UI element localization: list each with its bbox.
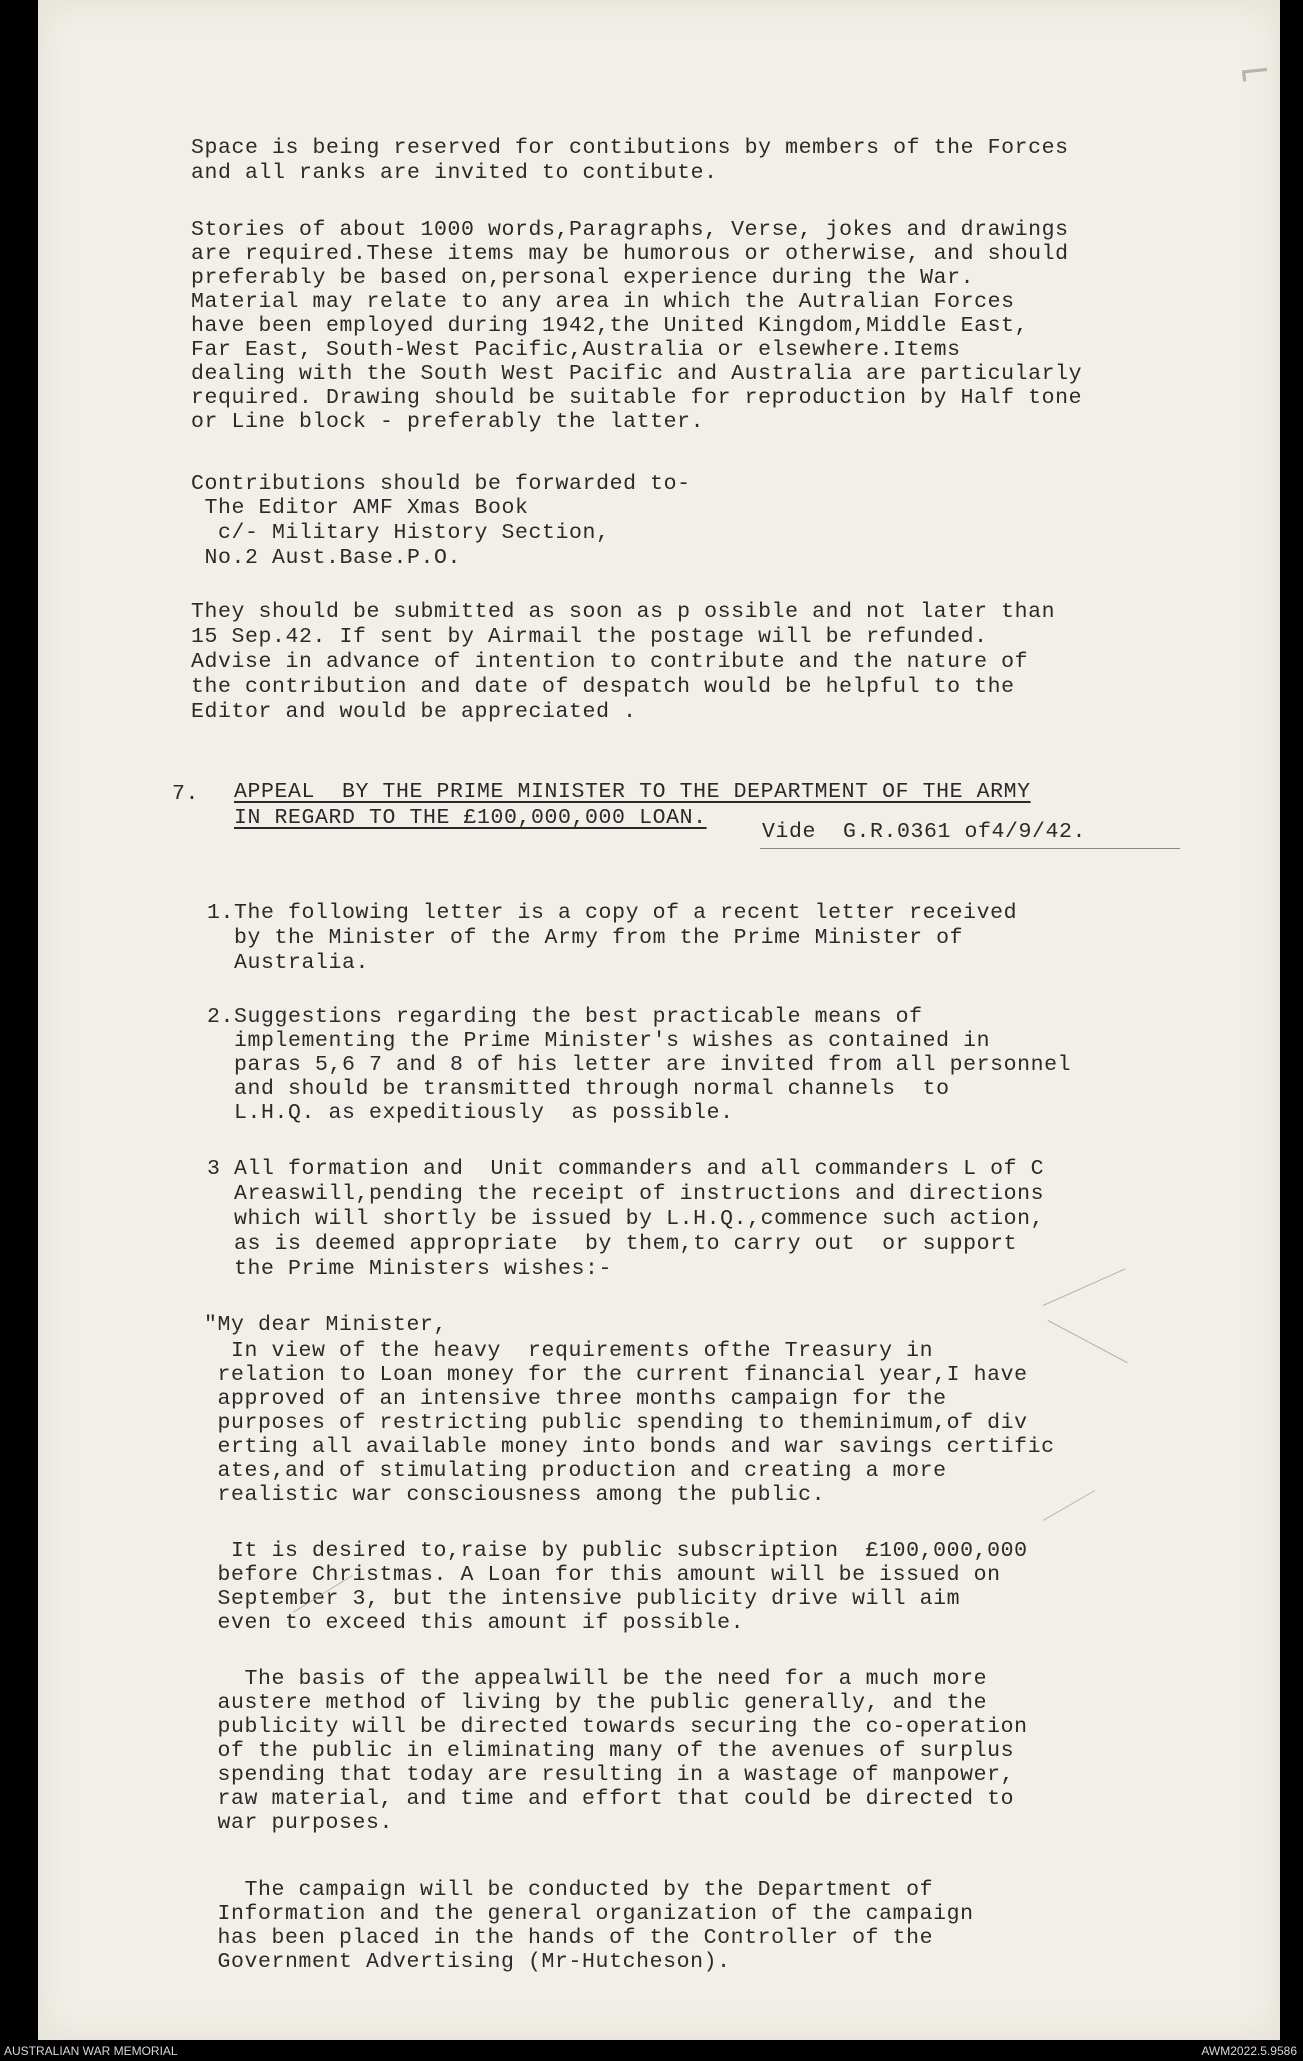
pencil-annotation: ⌐ — [1235, 48, 1274, 98]
letter-para-1-line: purposes of restricting public spending to theminimum,of div — [204, 1411, 1028, 1435]
section-reference: Vide G.R.0361 of4/9/42. — [762, 820, 1087, 844]
letter-para-1-line: erting all available money into bonds and war savings certific — [204, 1435, 1055, 1459]
letter-para-1-line: realistic war consciousness among the public. — [204, 1483, 826, 1507]
item-2-line: implementing the Prime Minister's wishes as contained in — [207, 1029, 991, 1053]
stories-line: or Line block - preferably the latter. — [191, 410, 705, 434]
letter-para-1-line: approved of an intensive three months campaign for the — [204, 1387, 947, 1411]
letter-para-1-line: relation to Loan money for the current financial year,I have — [204, 1363, 1028, 1387]
section-number: 7. — [172, 782, 200, 806]
item-1-line: 1.The following letter is a copy of a recent letter received — [207, 901, 1018, 925]
item-3-line: which will shortly be issued by L.H.Q.,commence such action, — [207, 1207, 1045, 1231]
stories-line: Far East, South-West Pacific,Australia or elsewhere.Items — [191, 338, 961, 362]
letter-para-1-line: ates,and of stimulating production and creating a more — [204, 1459, 947, 1483]
section-heading-line: IN REGARD TO THE £100,000,000 LOAN. — [234, 806, 707, 830]
letter-para-2-line: It is desired to,raise by public subscription £100,000,000 — [204, 1539, 1028, 1563]
letter-para-3-line: war purposes. — [204, 1811, 394, 1835]
deadline-line: the contribution and date of despatch would be helpful to the — [191, 675, 1015, 699]
letter-para-4-line: has been placed in the hands of the Controller of the — [204, 1926, 934, 1950]
letter-para-2-line: even to exceed this amount if possible. — [204, 1611, 745, 1635]
document-page — [38, 0, 1280, 2040]
pencil-stroke — [1043, 1490, 1095, 1521]
item-3-line: Areaswill,pending the receipt of instructions and directions — [207, 1182, 1045, 1206]
address-line: Contributions should be forwarded to- — [191, 472, 691, 496]
letter-para-4-line: The campaign will be conducted by the Department of — [204, 1878, 934, 1902]
deadline-line: 15 Sep.42. If sent by Airmail the postage will be refunded. — [191, 625, 988, 649]
letter-salutation: "My dear Minister, — [204, 1313, 448, 1337]
letter-para-2-line: September 3, but the intensive publicity drive will aim — [204, 1587, 961, 1611]
stories-line: are required.These items may be humorous or otherwise, and should — [191, 242, 1069, 266]
stories-line: required. Drawing should be suitable for reproduction by Half tone — [191, 386, 1083, 410]
letter-para-3-line: of the public in eliminating many of the avenues of surplus — [204, 1739, 1015, 1763]
letter-para-2-line: before Christmas. A Loan for this amount will be issued on — [204, 1563, 1001, 1587]
item-2-line: 2.Suggestions regarding the best practicable means of — [207, 1005, 923, 1029]
address-line: No.2 Aust.Base.P.O. — [191, 546, 462, 570]
letter-para-3-line: spending that today are resulting in a wastage of manpower, — [204, 1763, 1015, 1787]
pencil-stroke — [1043, 1268, 1126, 1306]
intro-line: Space is being reserved for contibutions by members of the Forces — [191, 136, 1069, 160]
letter-para-3-line: The basis of the appealwill be the need for a much more — [204, 1667, 988, 1691]
stories-line: preferably be based on,personal experience during the War. — [191, 266, 975, 290]
footer-archive-name: AUSTRALIAN WAR MEMORIAL — [4, 2044, 178, 2058]
item-1-line: by the Minister of the Army from the Prime Minister of — [207, 926, 964, 950]
item-2-line: L.H.Q. as expeditiously as possible. — [207, 1101, 734, 1125]
reference-underline — [760, 848, 1180, 849]
letter-para-4-line: Information and the general organization of the campaign — [204, 1902, 974, 1926]
letter-para-3-line: austere method of living by the public generally, and the — [204, 1691, 988, 1715]
letter-para-3-line: publicity will be directed towards securing the co-operation — [204, 1715, 1028, 1739]
address-line: c/- Military History Section, — [191, 521, 610, 545]
stories-line: Stories of about 1000 words,Paragraphs, Verse, jokes and drawings — [191, 218, 1069, 242]
item-2-line: and should be transmitted through normal channels to — [207, 1077, 950, 1101]
letter-para-3-line: raw material, and time and effort that could be directed to — [204, 1787, 1015, 1811]
item-1-line: Australia. — [207, 951, 370, 975]
deadline-line: Editor and would be appreciated . — [191, 700, 637, 724]
letter-para-4-line: Government Advertising (Mr-Hutcheson). — [204, 1950, 731, 1974]
deadline-line: They should be submitted as soon as p ossible and not later than — [191, 600, 1056, 624]
address-line: The Editor AMF Xmas Book — [191, 496, 529, 520]
item-2-line: paras 5,6 7 and 8 of his letter are invited from all personnel — [207, 1053, 1072, 1077]
deadline-line: Advise in advance of intention to contribute and the nature of — [191, 650, 1029, 674]
stories-line: dealing with the South West Pacific and Australia are particularly — [191, 362, 1083, 386]
intro-line: and all ranks are invited to contibute. — [191, 161, 718, 185]
section-heading-line: APPEAL BY THE PRIME MINISTER TO THE DEPARTMENT OF THE ARMY — [234, 780, 1031, 804]
item-3-line: 3 All formation and Unit commanders and all commanders L of C — [207, 1157, 1045, 1181]
pencil-stroke — [1048, 1320, 1128, 1363]
stories-line: Material may relate to any area in which the Autralian Forces — [191, 290, 1015, 314]
item-3-line: the Prime Ministers wishes:- — [207, 1257, 613, 1281]
letter-para-1-line: In view of the heavy requirements ofthe Treasury in — [204, 1339, 934, 1363]
stories-line: have been employed during 1942,the United Kingdom,Middle East, — [191, 314, 1029, 338]
footer-item-id: AWM2022.5.9586 — [1201, 2044, 1297, 2058]
item-3-line: as is deemed appropriate by them,to carry out or support — [207, 1232, 1018, 1256]
